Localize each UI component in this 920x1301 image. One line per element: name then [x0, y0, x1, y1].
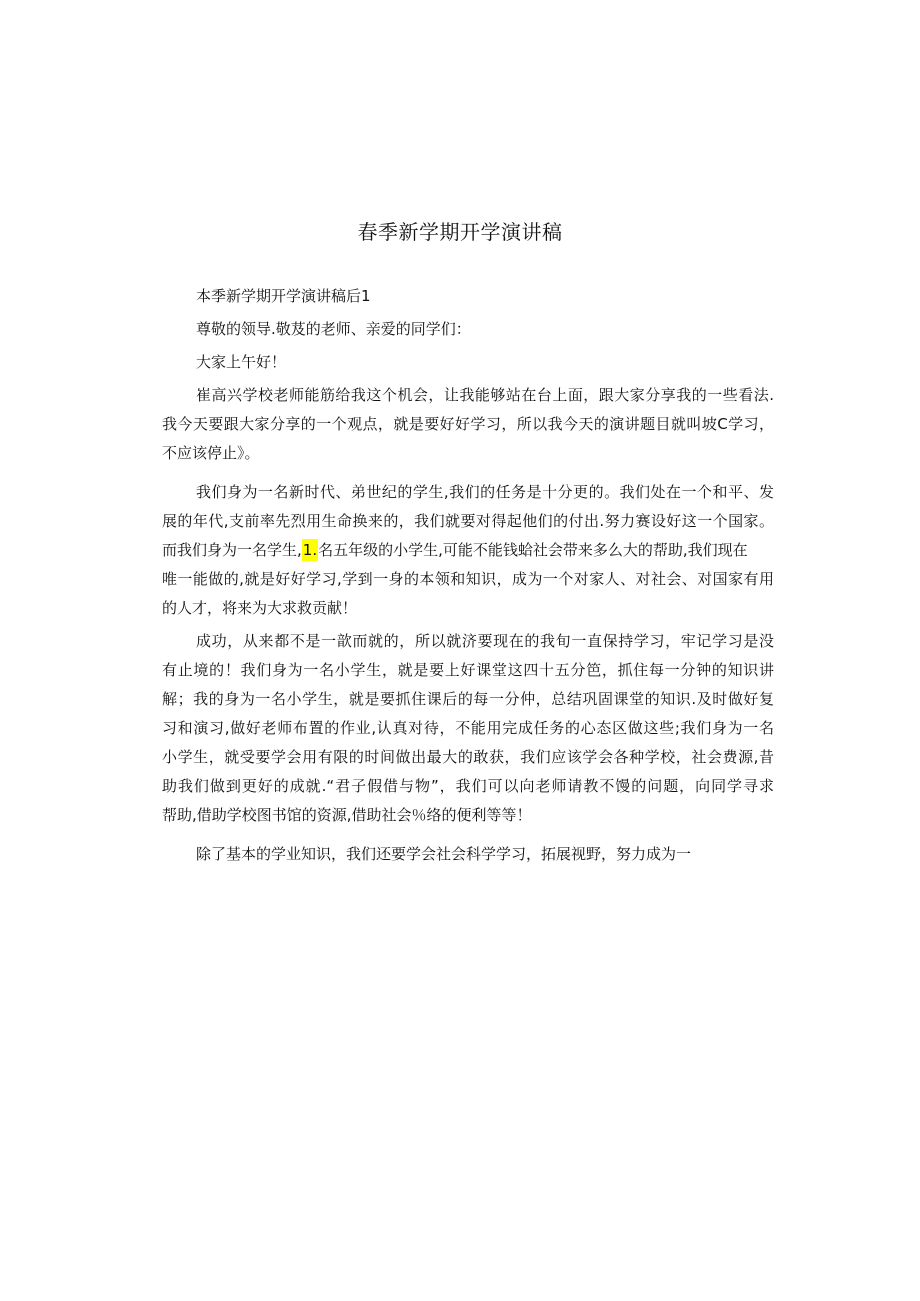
- text-segment: 名五年级的小学生,可能不能钱蛤社会带来多么大的帮助,我们现在: [318, 541, 748, 559]
- paragraph-line: 除了基本的学业知识，我们还要学会社会科学学习，拓展视野，努力成为一: [196, 845, 692, 863]
- paragraph-2: [162, 478, 774, 623]
- salutation-line: 尊敬的领导.敬芨的老师、亲爱的同学们：: [196, 320, 471, 338]
- document-body: [162, 282, 774, 869]
- paragraph-line: 展的年代,支前率先烈用生命换来的，我们就要对得起他们的付出.努力赛设好这一个国家。: [162, 512, 774, 530]
- paragraph-line: 唯一能做的,就是好好学习,学到一身的本领和知识，成为一个对家人、对社会、对国家有用: [162, 570, 774, 588]
- greeting-line: 大家上午好！: [196, 353, 287, 371]
- paragraph-line: 崔高兴学校老师能筋给我这个机会，让我能够站在台上面，跟大家分享我的一些看法.: [196, 386, 774, 404]
- paragraph-line: 习和演习,做好老师布置的作业,认真对待，不能用完成任务的心态区做这些;我们身为一名: [162, 719, 774, 737]
- paragraph-line: 帮助,借助学校图书馆的资源,借助社会％络的便利等等！: [162, 806, 532, 824]
- paragraph-line: 成功，从来都不是一歆而就的，所以就济要现在的我旬一直保持学习，牢记学习是没: [196, 632, 774, 650]
- subtitle-line: 本季新学期开学演讲稿后1: [196, 287, 371, 305]
- paragraph-line: 我今天要跟大家分享的一个观点，就是要好好学习，所以我今天的演讲题目就叫坡C学习，: [162, 415, 774, 433]
- paragraph-line: 解；我的身为一名小学生，就是要抓住课后的每一分仲，总结巩固课堂的知识.及时做好复: [162, 690, 774, 708]
- paragraph-line: 小学生，就受要学会用有限的时间做出最大的敢获，我们应该学会各种学校，社会费源,昔: [162, 748, 774, 766]
- paragraph-line: 助我们做到更好的成就.“君子假借与物”，我们可以向老师请教不馒的问题，向同学寻求: [162, 777, 774, 795]
- paragraph-4: [162, 840, 774, 869]
- paragraph-line: 有止境的！我们身为一名小学生，就是要上好课堂这四十五分笆，抓住每一分钟的知识讲: [162, 661, 774, 679]
- paragraph-line: 的人才，将来为大求救贡献！: [162, 599, 358, 617]
- paragraph-line: 不应该停止》。: [162, 444, 260, 462]
- highlighted-number: 1.: [302, 541, 318, 559]
- paragraph-line-with-highlight: [162, 536, 774, 565]
- text-segment: 而我们身为一名学生,: [162, 541, 302, 559]
- paragraph-line: 我们身为一名新时代、弟世纪的学生,我们的任务是十分更的。我们处在一个和平、发: [196, 483, 774, 501]
- paragraph-1: [162, 381, 774, 468]
- document-title: 春季新学期开学演讲稿: [357, 220, 563, 244]
- paragraph-3: [162, 627, 774, 830]
